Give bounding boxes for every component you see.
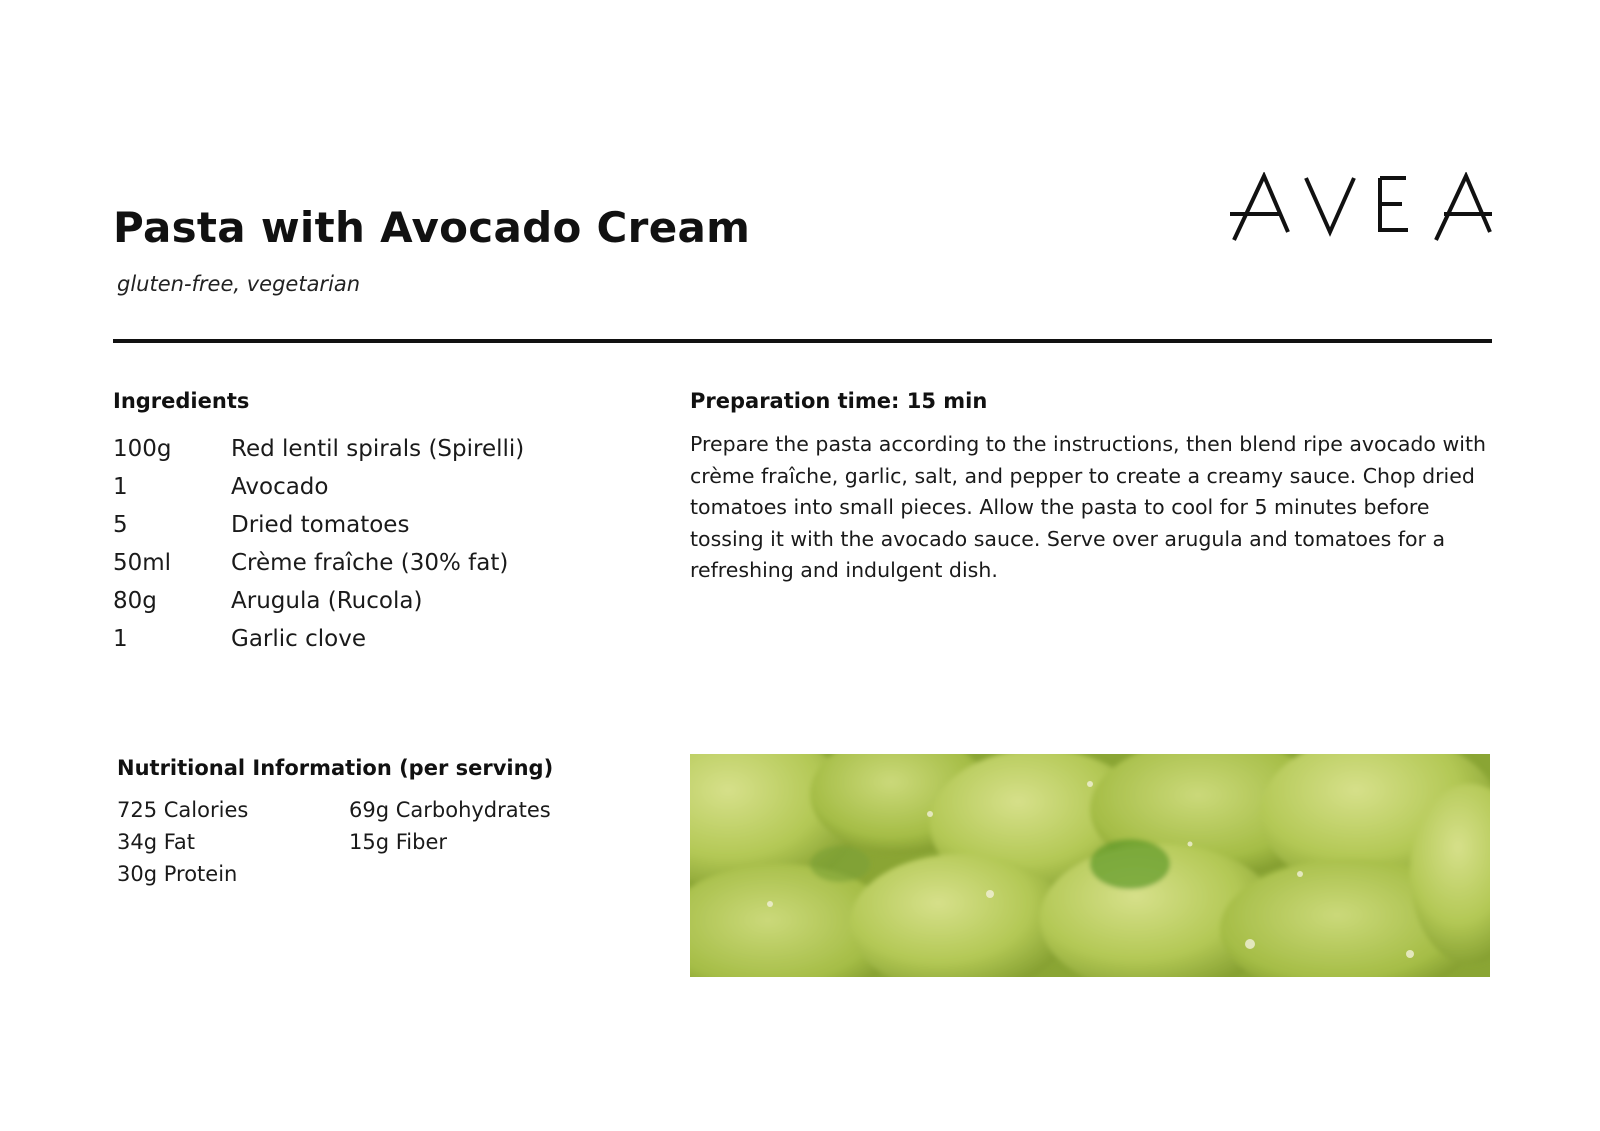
nutrition-carbohydrates: 69g Carbohydrates: [349, 798, 551, 822]
nutrition-protein: 30g Protein: [117, 862, 238, 886]
nutrition-grid: [117, 795, 589, 889]
recipe-title: Pasta with Avocado Cream: [113, 203, 751, 252]
preparation-heading: Preparation time: 15 min: [690, 389, 988, 413]
nutrition-heading: Nutritional Information (per serving): [117, 756, 554, 780]
ingredient-row: [113, 620, 524, 658]
header-divider: [113, 339, 1492, 343]
ingredient-row: [113, 506, 524, 544]
food-photo: [690, 754, 1490, 977]
preparation-text: Prepare the pasta according to the instructions, then blend ripe avocado with crème fraîche, garlic, salt, and pepper to create a creamy sauce. Chop dried tomatoes into small pieces. Allow the pasta to cool for 5 minutes before tossing it with the avocado sauce. Serve over arugula and tomatoes for a refreshing and indulgent dish.: [690, 432, 1486, 582]
ingredient-quantity: 5: [113, 512, 128, 538]
ingredient-name: Garlic clove: [231, 626, 366, 652]
ingredient-name: Crème fraîche (30% fat): [231, 550, 509, 576]
ingredient-name: Dried tomatoes: [231, 512, 410, 538]
nutrition-fiber: 15g Fiber: [349, 830, 447, 854]
recipe-tags: gluten-free, vegetarian: [117, 272, 361, 296]
ingredient-quantity: 80g: [113, 588, 157, 614]
ingredient-quantity: 1: [113, 474, 128, 500]
ingredient-name: Arugula (Rucola): [231, 588, 423, 614]
avea-logo: [1230, 172, 1492, 244]
ingredient-name: Red lentil spirals (Spirelli): [231, 436, 525, 462]
nutrition-fat: 34g Fat: [117, 830, 195, 854]
ingredients-heading: Ingredients: [113, 389, 250, 413]
ingredient-quantity: 50ml: [113, 550, 172, 576]
ingredient-row: [113, 582, 524, 620]
ingredient-row: [113, 468, 524, 506]
ingredients-list: [113, 430, 524, 658]
ingredient-quantity: 100g: [113, 436, 172, 462]
ingredient-quantity: 1: [113, 626, 128, 652]
ingredient-name: Avocado: [231, 474, 329, 500]
nutrition-calories: 725 Calories: [117, 798, 249, 822]
ingredient-row: [113, 430, 524, 468]
ingredient-row: [113, 544, 524, 582]
